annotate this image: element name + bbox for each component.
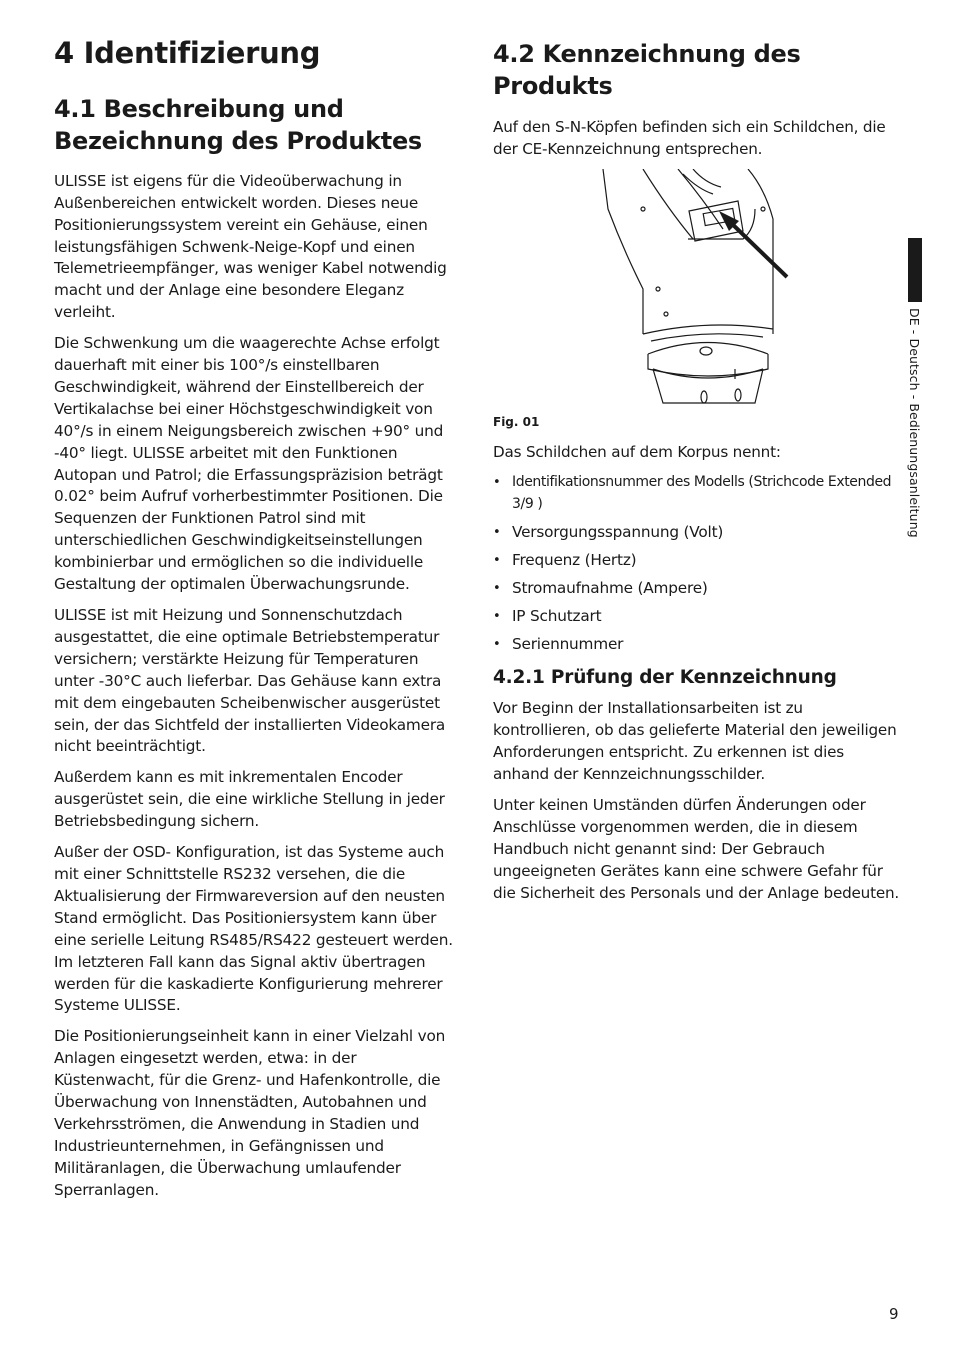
- list-item: • Frequenz (Hertz): [493, 550, 903, 572]
- chapter-title: 4 Identifizierung: [54, 36, 321, 70]
- section-4-2-intro: Auf den S-N-Köpfen befinden sich ein Schildchen, die der CE-Kennzeichnung entsprechen.: [493, 118, 886, 158]
- list-item: • Versorgungsspannung (Volt): [493, 522, 903, 544]
- label-contents-list: [493, 472, 903, 655]
- list-item: • Identifikationsnummer des Modells (Strichcode Extended 3/9 ): [493, 472, 903, 515]
- paragraph: Vor Beginn der Installationsarbeiten ist zu kontrollieren, ob das gelieferte Material den jeweiligen Anforderungen entspricht. Zu erkennen ist dies anhand der Kennzeichnungsschilder.: [493, 699, 897, 783]
- camera-housing-drawing: [493, 169, 903, 409]
- section-4-2-title: 4.2 Kennzeichnung des Produkts: [493, 40, 801, 100]
- list-item: • Seriennummer: [493, 634, 903, 656]
- figure-caption: Fig. 01: [493, 415, 540, 429]
- section-4-2-1-title: 4.2.1 Prüfung der Kennzeichnung: [493, 667, 837, 688]
- list-intro: Das Schildchen auf dem Korpus nennt:: [493, 443, 781, 461]
- right-column: [493, 38, 903, 913]
- paragraph: Unter keinen Umständen dürfen Änderungen oder Anschlüsse vorgenommen werden, die in diesem Handbuch nicht genannt sind: Der Gebrauch ungeeigneten Gerätes kann eine schwere Gefahr für die Sicherheit des Personals und der Anlage bedeuten.: [493, 796, 900, 902]
- section-4-1-title-line2: Bezeichnung des Produktes: [54, 126, 422, 155]
- list-item: • IP Schutzart: [493, 606, 903, 628]
- paragraph: Außerdem kann es mit inkrementalen Encoder ausgerüstet sein, die eine wirkliche Stellung in jeder Betriebsbedingung sichern.: [54, 768, 445, 831]
- sidebar-label: [907, 308, 923, 558]
- sidebar-label-text: DE - Deutsch - Bedienungsanleitung: [907, 308, 922, 538]
- product-label-figure: [493, 169, 903, 409]
- page-number: 9: [889, 1305, 899, 1323]
- paragraph: ULISSE ist mit Heizung und Sonnenschutzdach ausgestattet, die eine optimale Betriebstemperatur versichern; verstärkte Heizung für Temperaturen unter -30°C auch lieferbar. Das Gehäuse kann extra mit dem eingebauten Scheibenwischer ausgerüstet sein, der das Sichtfeld der installierten Videokamera nicht beeinträchtigt.: [54, 606, 446, 756]
- paragraph: Die Positionierungseinheit kann in einer Vielzahl von Anlagen eingesetzt werden, etwa: in der Küstenwacht, für die Grenz- und Hafenkontrolle, die Überwachung von Innenstädten, Autobahnen und Verkehrsströmen, die Anwendung in Stadien und Industrieunternehmen, in Gefängnissen und Militäranlagen, die Überwachung umlaufender Sperranlagen.: [54, 1027, 446, 1199]
- section-4-1-title: [54, 93, 456, 157]
- paragraph: Außer der OSD- Konfiguration, ist das Systeme auch mit einer Schnittstelle RS232 versehen, die die Aktualisierung der Firmwareversion auf den neusten Stand ermöglicht. Das Positioniersystem kann über eine serielle Leitung RS485/RS422 gesteuert werden. Im letzteren Fall kann das Signal aktiv übertragen werden für die kaskadierte Konfigurierung mehrerer Systeme ULISSE.: [54, 843, 453, 1015]
- section-4-1-title-line1: 4.1 Beschreibung und: [54, 94, 344, 123]
- language-tab-marker: [908, 238, 922, 302]
- left-column: [54, 36, 456, 1211]
- list-item: • Stromaufnahme (Ampere): [493, 578, 903, 600]
- paragraph: ULISSE ist eigens für die Videoüberwachung in Außenbereichen entwickelt worden. Dieses neue Positionierungssystem vereint ein Gehäuse, einen leistungsfähigen Schwenk-Neige-Kopf und einen Telemetrieempfänger, was weniger Kabel notwendig macht und der Anlage eine besondere Eleganz verleiht.: [54, 171, 447, 322]
- paragraph: Die Schwenkung um die waagerechte Achse erfolgt dauerhaft mit einer bis 100°/s einstellbaren Geschwindigkeit, während der Einstellbereich der Vertikalachse bei einer Höchstgeschwindigkeit von 40°/s in einem Neigungsbereich zwischen +90° und -40° liegt. ULISSE arbeitet mit den Funktionen Autopan und Patrol; die Erfassungspräzision beträgt 0.02° beim Aufruf vorherbestimmter Positionen. Die Sequenzen der Funktionen Patrol sind mit unterschiedlichen Geschwindigkeitseinstellungen kombinierbar und ermöglichen so die individuelle Gestaltung der optimalen Überwachungsrunde.: [54, 334, 444, 594]
